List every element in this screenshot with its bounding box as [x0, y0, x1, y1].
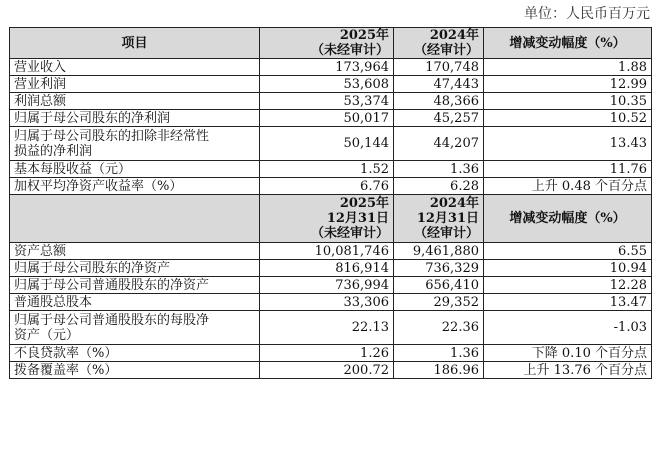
table-row — [10, 93, 652, 110]
value-2024: 45,257 — [394, 110, 484, 127]
value-2025: 22.13 — [260, 311, 394, 345]
value-2025: 50,144 — [260, 127, 394, 161]
row-label: 营业利润 — [10, 76, 260, 93]
value-2024: 736,329 — [394, 260, 484, 277]
value-2024: 29,352 — [394, 294, 484, 311]
value-change: 6.55 — [484, 243, 652, 260]
header-item: 项目 — [10, 28, 260, 59]
table-row — [10, 345, 652, 362]
value-2025: 10,081,746 — [260, 243, 394, 260]
value-change: 12.28 — [484, 277, 652, 294]
value-2024: 170,748 — [394, 59, 484, 76]
row-label: 营业收入 — [10, 59, 260, 76]
value-change: 10.35 — [484, 93, 652, 110]
header-change: 增减变动幅度（%） — [484, 28, 652, 59]
value-change: 10.94 — [484, 260, 652, 277]
header-2025-dec31: 2025年 12月31日 （未经审计） — [260, 195, 394, 243]
value-2025: 33,306 — [260, 294, 394, 311]
value-2025: 6.76 — [260, 178, 394, 195]
row-label: 资产总额 — [10, 243, 260, 260]
table-row — [10, 294, 652, 311]
table-row — [10, 127, 652, 161]
row-label: 归属于母公司股东的净资产 — [10, 260, 260, 277]
row-label: 加权平均净资产收益率（%） — [10, 178, 260, 195]
table-row — [10, 178, 652, 195]
header-2024-dec31: 2024年 12月31日 （经审计） — [394, 195, 484, 243]
row-label: 不良贷款率（%） — [10, 345, 260, 362]
value-2024: 656,410 — [394, 277, 484, 294]
table-header-row — [10, 195, 652, 243]
value-2025: 53,374 — [260, 93, 394, 110]
table-row — [10, 161, 652, 178]
table-header-row — [10, 28, 652, 59]
row-label: 拨备覆盖率（%） — [10, 362, 260, 379]
table-row — [10, 76, 652, 93]
value-2025: 53,608 — [260, 76, 394, 93]
table-row — [10, 277, 652, 294]
value-change: 上升 13.76 个百分点 — [484, 362, 652, 379]
value-change: 11.76 — [484, 161, 652, 178]
value-2024: 22.36 — [394, 311, 484, 345]
table-row — [10, 311, 652, 345]
header-2024: 2024年 （经审计） — [394, 28, 484, 59]
value-2024: 6.28 — [394, 178, 484, 195]
value-2024: 47,443 — [394, 76, 484, 93]
row-label: 普通股总股本 — [10, 294, 260, 311]
row-label: 归属于母公司普通股股东的每股净 资产（元） — [10, 311, 260, 345]
value-change: 下降 0.10 个百分点 — [484, 345, 652, 362]
value-change: 1.88 — [484, 59, 652, 76]
value-2025: 1.52 — [260, 161, 394, 178]
row-label: 归属于母公司股东的净利润 — [10, 110, 260, 127]
value-2024: 9,461,880 — [394, 243, 484, 260]
unit-label: 单位：人民币百万元 — [524, 6, 650, 22]
value-2025: 200.72 — [260, 362, 394, 379]
table-row — [10, 243, 652, 260]
value-2024: 186.96 — [394, 362, 484, 379]
value-change: 上升 0.48 个百分点 — [484, 178, 652, 195]
financial-table — [9, 27, 652, 379]
value-2024: 1.36 — [394, 161, 484, 178]
value-change: 13.47 — [484, 294, 652, 311]
value-2025: 1.26 — [260, 345, 394, 362]
table-row — [10, 59, 652, 76]
row-label: 归属于母公司股东的扣除非经常性 损益的净利润 — [10, 127, 260, 161]
value-2025: 816,914 — [260, 260, 394, 277]
table-row — [10, 110, 652, 127]
value-2025: 50,017 — [260, 110, 394, 127]
row-label: 基本每股收益（元） — [10, 161, 260, 178]
value-2025: 736,994 — [260, 277, 394, 294]
value-change: -1.03 — [484, 311, 652, 345]
value-2024: 44,207 — [394, 127, 484, 161]
value-2024: 1.36 — [394, 345, 484, 362]
value-2024: 48,366 — [394, 93, 484, 110]
header-blank — [10, 195, 260, 243]
table-row — [10, 260, 652, 277]
value-change: 13.43 — [484, 127, 652, 161]
value-2025: 173,964 — [260, 59, 394, 76]
header-2025: 2025年 （未经审计） — [260, 28, 394, 59]
header-change: 增减变动幅度（%） — [484, 195, 652, 243]
row-label: 归属于母公司普通股股东的净资产 — [10, 277, 260, 294]
value-change: 12.99 — [484, 76, 652, 93]
row-label: 利润总额 — [10, 93, 260, 110]
table-row — [10, 362, 652, 379]
value-change: 10.52 — [484, 110, 652, 127]
